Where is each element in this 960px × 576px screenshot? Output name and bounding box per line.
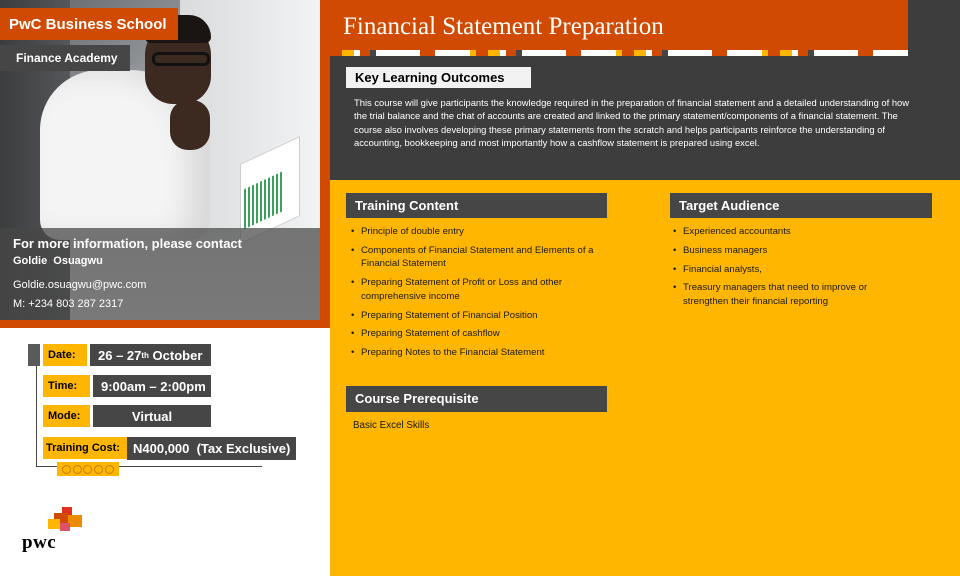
outcomes-text: This course will give participants the knowledge required in the preparation of financial statement and a detailed understanding of how the trial balance and the chat of accounts are created and linked to the primary statement/components of a financial statement. The course also involves developing these primary statements from the scratch and helps participants reinforce the understanding of accounting, bookkeeping and most importantly how a cashflow statement is prepared using excel. — [354, 97, 910, 149]
dot-icon — [73, 465, 82, 474]
accent-bar-horizontal — [0, 320, 330, 328]
target-audience-list — [669, 225, 909, 314]
list-item: • Preparing Statement of Profit or Loss and other comprehensive income — [347, 276, 607, 303]
list-item: • Components of Financial Statement and Elements of a Financial Statement — [347, 244, 607, 271]
list-item: • Preparing Statement of Financial Position — [347, 309, 607, 323]
cost-label: Training Cost: — [43, 437, 127, 459]
contact-name: Goldie Osuagwu — [13, 255, 103, 267]
training-content-list — [347, 225, 607, 365]
details-line-vertical — [36, 366, 37, 466]
header-corner — [908, 0, 960, 56]
details-marker — [28, 344, 40, 366]
training-content-heading: Training Content — [346, 193, 607, 218]
contact-panel — [0, 228, 320, 320]
list-item: • Preparing Statement of cashflow — [347, 327, 607, 341]
contact-phone: M: +234 803 287 2317 — [13, 298, 124, 310]
decorative-dots — [57, 462, 119, 476]
dot-icon — [94, 465, 103, 474]
time-value: 9:00am – 2:00pm — [93, 375, 211, 397]
date-days: 26 – 27 — [98, 347, 142, 363]
date-label: Date: — [43, 344, 87, 366]
academy-tag: Finance Academy — [0, 45, 130, 71]
mode-value: Virtual — [93, 405, 211, 427]
prerequisite-text: Basic Excel Skills — [353, 420, 430, 431]
list-item: • Experienced accountants — [669, 225, 909, 239]
prerequisite-heading: Course Prerequisite — [346, 386, 607, 412]
photo-glasses — [152, 52, 210, 66]
date-suffix: th — [141, 350, 149, 360]
accent-bar-vertical — [320, 0, 330, 328]
dot-icon — [105, 465, 114, 474]
target-audience-heading: Target Audience — [670, 193, 932, 218]
date-month: October — [148, 347, 203, 363]
list-item: • Financial analysts, — [669, 263, 909, 277]
outcomes-heading: Key Learning Outcomes — [346, 67, 531, 88]
date-value — [90, 344, 211, 366]
list-item: • Principle of double entry — [347, 225, 607, 239]
time-label: Time: — [43, 375, 90, 397]
dot-icon — [62, 465, 71, 474]
mode-label: Mode: — [43, 405, 90, 427]
list-item: • Preparing Notes to the Financial Statement — [347, 346, 607, 360]
pwc-logo-text: pwc — [22, 532, 57, 553]
page-title: Financial Statement Preparation — [343, 13, 664, 40]
list-item: • Business managers — [669, 244, 909, 258]
dot-icon — [83, 465, 92, 474]
list-item: • Treasury managers that need to improve or strengthen their financial reporting — [669, 281, 909, 308]
photo-hand — [170, 100, 210, 150]
cost-value: N400,000 (Tax Exclusive) — [127, 437, 296, 460]
school-tag: PwC Business School — [0, 8, 178, 40]
contact-email[interactable]: Goldie.osuagwu@pwc.com — [13, 279, 147, 291]
contact-heading: For more information, please contact — [13, 236, 242, 251]
